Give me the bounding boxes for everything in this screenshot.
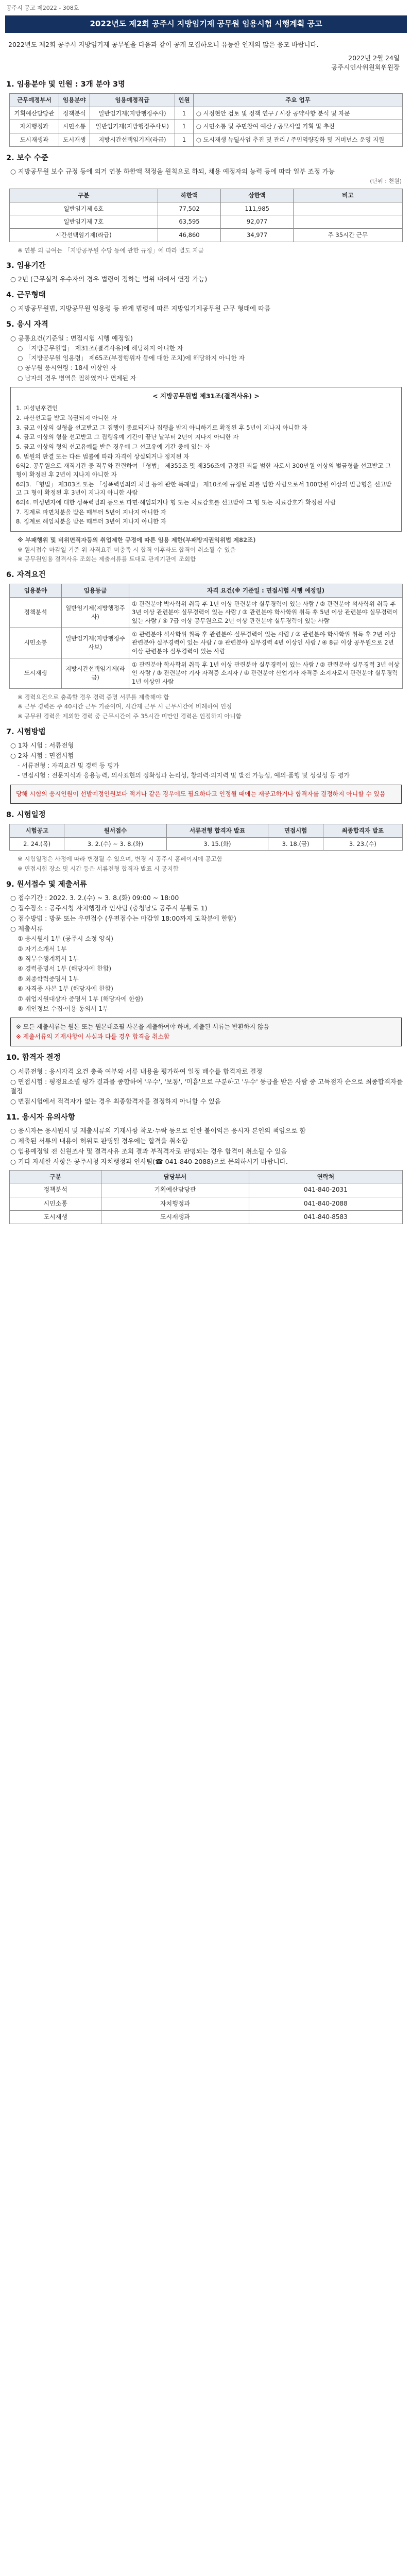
list-item: ○ 응시자는 응시원서 및 제출서류의 기재사항 착오·누락 등으로 인한 불이익은 응시자 본인의 책임으로 함 <box>10 1127 306 1135</box>
section-heading: 10. 합격자 결정 <box>6 1054 61 1062</box>
section-term <box>5 261 407 284</box>
table-header: 시험공고 <box>10 824 64 837</box>
table-header: 연락처 <box>249 1170 402 1183</box>
table-row <box>10 1197 403 1210</box>
qualification-table <box>9 584 403 689</box>
table-cell: ○ 시정현안 검토 및 정책 연구 / 시장 공약사항 분석 및 자문 <box>193 107 402 120</box>
list-item: - 면접시험 : 전문지식과 응용능력, 의사표현의 정확성과 논리성, 창의력·의지력 및 발전 가능성, 예의·품행 및 성실성 등 평가 <box>18 772 350 779</box>
table-cell: 77,502 <box>158 202 221 215</box>
table-header: 임용예정직급 <box>90 94 175 107</box>
list-item: 5. 금고 이상의 형의 선고유예를 받은 경우에 그 선고유예 기간 중에 있는 자 <box>16 443 210 450</box>
notice-text: ※ 모든 제출서류는 원본 또는 원본대조필 사본을 제출하여야 하며, 제출된 서류는 반환하지 않음 <box>16 1023 269 1031</box>
section-schedule <box>5 810 407 873</box>
table-cell: 041-840-2088 <box>249 1197 402 1210</box>
table-cell: ○ 시민소통 및 주민참여 예산 / 공모사업 기획 및 추진 <box>193 120 402 133</box>
announcement-number: 공주시 공고 제2022 - 308호 <box>6 5 79 11</box>
table-row <box>10 597 403 628</box>
announcement-date: 2022년 2월 24일 <box>348 54 400 62</box>
table-cell: 도시재생 <box>10 658 62 688</box>
list-item: ⑦ 취업지원대상자 증명서 1부 (해당자에 한함) <box>18 995 143 1003</box>
list-item: ○ 면접시험 : 평정요소별 평가 결과를 종합하여 '우수', '보통', '미흡'으로 구분하고 '우수' 등급을 받은 사람 중 고득점자 순으로 최종합격자를 결정 <box>10 1077 403 1095</box>
table-cell: 111,985 <box>221 202 293 215</box>
table-header: 서류전형 합격자 발표 <box>166 824 268 837</box>
warning-note: ※ 부패행위 및 비위면직자등의 취업제한 규정에 따른 임용 제한(부패방지권익위법 제82조) <box>18 536 256 544</box>
eligibility-list <box>5 334 407 383</box>
exam-highlight-box <box>10 785 402 804</box>
unit-label: (단위 : 천원) <box>370 177 402 184</box>
list-item: ○ 제출된 서류의 내용이 허위로 판명될 경우에는 합격을 취소함 <box>10 1137 188 1145</box>
list-item: 6의2. 공무원으로 재직기간 중 직무와 관련하여 「형법」 제355조 및 제356조에 규정된 죄를 범한 자로서 300만원 이상의 벌금형을 선고받고 그 형이 확정된 후 2년이 지나지 아니한 자 <box>16 462 391 479</box>
table-cell: 정책분석 <box>10 597 62 628</box>
positions-table <box>9 93 403 147</box>
highlight-text: 당해 시험의 응시인원이 선발예정인원보다 적거나 같은 경우에도 필요하다고 인정될 때에는 재공고하거나 합격자를 결정하지 아니할 수 있음 <box>16 790 386 798</box>
list-item: 1. 피성년후견인 <box>16 404 58 412</box>
table-cell: 일반임기제 7호 <box>10 215 158 229</box>
table-header: 상한액 <box>221 189 293 202</box>
exam-method-list <box>5 741 407 781</box>
table-cell: 기획예산담당관 <box>101 1183 249 1197</box>
work-type-text: ○ 지방공무원법, 지방공무원 임용령 등 관계 법령에 따른 지방임기제공무원 근무 형태에 따름 <box>10 304 271 313</box>
list-item: ○ 접수기간 : 2022. 3. 2.(수) ~ 3. 8.(화) 09:00 ~ 18:00 <box>10 893 179 902</box>
table-header: 최종합격자 발표 <box>323 824 402 837</box>
table-header: 구분 <box>10 1170 101 1183</box>
section-heading: 3. 임용기간 <box>6 262 46 270</box>
table-header: 담당부서 <box>101 1170 249 1183</box>
table-row <box>10 628 403 658</box>
table-cell: 주 35시간 근무 <box>293 228 402 242</box>
table-cell: 지방시간선택임기제(라급) <box>90 133 175 147</box>
page-title: 2022년도 제2회 공주시 지방임기제 공무원 임용시험 시행계획 공고 <box>5 15 407 33</box>
list-item: ⑤ 최종학력증명서 1부 <box>18 975 79 982</box>
term-text: ○ 2년 (근무실적 우수자의 경우 법령이 정하는 범위 내에서 연장 가능) <box>10 275 208 283</box>
list-item: ○ 「지방공무원 임용령」 제65조(부정행위자 등에 대한 조치)에 해당하지 아니한 자 <box>18 354 245 362</box>
box-title: < 지방공무원법 제31조(결격사유) > <box>152 392 260 400</box>
qualification-note: ※ 경력요건으로 충족할 경우 경력 증명 서류를 제출해야 함 <box>18 693 169 701</box>
table-header: 자격 요건(※ 기준일 : 면접시험 시행 예정일) <box>129 584 403 598</box>
signer: 공주시인사위원회위원장 <box>331 63 400 71</box>
table-cell: 일반임기제(지방행정주사) <box>62 597 129 628</box>
section-heading: 11. 응시자 유의사항 <box>6 1113 75 1122</box>
section-eligibility <box>5 319 407 564</box>
salary-desc: ○ 지방공무원 보수 규정 등에 의거 연봉 하한액 책정을 원칙으로 하되, 채용 예정자의 능력 등에 따라 일부 조정 가능 <box>10 167 335 175</box>
list-item: 6의3. 「형법」 제303조 또는 「성폭력범죄의 처벌 등에 관한 특례법」 제10조에 규정된 죄를 범한 사람으로서 100만원 이상의 벌금형을 선고받고 그 형이 확정된 후 3년이 지나지 아니한 사람 <box>16 480 392 497</box>
list-item: ○ 기타 자세한 사항은 공주시청 자치행정과 인사팀(☎ 041-840-2088)으로 문의하시기 바랍니다. <box>10 1158 288 1166</box>
table-cell: 자치행정과 <box>101 1197 249 1210</box>
table-header: 주요 업무 <box>193 94 402 107</box>
list-item: ○ 접수방법 : 방문 또는 우편접수 (우편접수는 마감일 18:00까지 도착분에 한함) <box>10 914 236 922</box>
table-cell: 도시재생 <box>10 1210 101 1224</box>
list-item: - 서류전형 : 자격요건 및 경력 등 평가 <box>18 762 119 770</box>
list-item: ④ 경력증명서 1부 (해당자에 한함) <box>18 965 112 973</box>
list-item: ⑧ 개인정보 수집·이용 동의서 1부 <box>18 1005 109 1012</box>
table-header: 임용분야 <box>10 584 62 598</box>
table-cell: 2. 24.(목) <box>10 837 64 851</box>
table-header: 근무예정부서 <box>10 94 59 107</box>
list-item: 8. 징계로 해임처분을 받은 때부터 3년이 지나지 아니한 자 <box>16 518 166 526</box>
table-cell: ① 관련분야 석사학위 취득 후 관련분야 실무경력이 있는 사람 / ② 관련분야 학사학위 취득 후 2년 이상 관련분야 실무경력이 있는 사람 / ③ 관련분야 실무경력 4년 이상인 사람 / ④ 8급 이상 공무원으로 2년 이상 관련분야 실무경력이 있는 사람 <box>129 628 403 658</box>
schedule-note: ※ 시험일정은 사정에 따라 변경될 수 있으며, 변경 시 공주시 홈페이지에 공고함 <box>18 855 222 863</box>
list-item: ○ 2차 시험 : 면접시험 <box>10 751 74 759</box>
section-positions <box>5 79 407 147</box>
table-row <box>10 133 403 147</box>
list-item: ○ 접수장소 : 공주시청 자치행정과 인사팀 (충청남도 공주시 봉황로 1) <box>10 904 208 912</box>
section-salary <box>5 153 407 255</box>
list-item: 2. 파산선고를 받고 복권되지 아니한 자 <box>16 414 117 421</box>
application-notice-box <box>10 1018 402 1046</box>
table-cell: 041-840-8583 <box>249 1210 402 1224</box>
table-header: 임용분야 <box>59 94 90 107</box>
table-header: 인원 <box>175 94 194 107</box>
list-item: 4. 금고 이상의 형을 선고받고 그 집행유예 기간이 끝난 날부터 2년이 지나지 아니한 자 <box>16 433 239 441</box>
warning-note: ※ 공무원임용 결격사유 조회는 제출서류를 토대로 관계기관에 조회함 <box>18 555 196 563</box>
list-item: ③ 직무수행계획서 1부 <box>18 955 79 962</box>
table-cell: 기획예산담당관 <box>10 107 59 120</box>
table-header: 하한액 <box>158 189 221 202</box>
section-notes <box>5 1112 407 1224</box>
schedule-note: ※ 면접시험 장소 및 시간 등은 서류전형 합격자 발표 시 공지함 <box>18 865 179 872</box>
table-cell: 시민소통 <box>59 120 90 133</box>
table-cell: 시민소통 <box>10 1197 101 1210</box>
table-cell: 46,860 <box>158 228 221 242</box>
table-cell: ① 관련분야 학사학위 취득 후 1년 이상 관련분야 실무경력이 있는 사람 / ② 관련분야 실무경력 3년 이상인 사람 / ③ 관련분야 기사 자격증 소지자 / ④ 관련분야 산업기사 자격증 소지자로서 관련분야 실무경력 1년 이상인 사람 <box>129 658 403 688</box>
application-list <box>5 893 407 1014</box>
section-heading: 7. 시험방법 <box>6 727 46 736</box>
table-cell: 시간선택임기제(라급) <box>10 228 158 242</box>
list-item: ○ 1차 시험 : 서류전형 <box>10 741 74 749</box>
warning-note: ※ 원서접수 마감일 기준 위 자격요건 미충족 시 합격 이후라도 합격이 취소될 수 있음 <box>18 546 236 553</box>
table-cell: ① 관련분야 박사학위 취득 후 1년 이상 관련분야 실무경력이 있는 사람 / ② 관련분야 석사학위 취득 후 3년 이상 관련분야 실무경력이 있는 사람 / ③ 관련분야 학사학위 취득 후 5년 이상 관련분야 실무경력이 있는 사람 / ④ 7급 이상 공무원으로 2년 이상 관련분야 실무경력이 있는 사람 <box>129 597 403 628</box>
table-cell: 041-840-2031 <box>249 1183 402 1197</box>
table-cell: 도시재생 <box>59 133 90 147</box>
list-item: ○ 임용예정일 전 신원조사 및 결격사유 조회 결과 부적격자로 판명되는 경우 합격이 취소될 수 있음 <box>10 1147 287 1156</box>
table-row <box>10 228 403 242</box>
section-heading: 9. 원서접수 및 제출서류 <box>6 880 87 889</box>
list-item: ⑥ 자격증 사본 1부 (해당자에 한함) <box>18 985 113 993</box>
table-cell: 1 <box>175 133 194 147</box>
list-item: 7. 징계로 파면처분을 받은 때부터 5년이 지나지 아니한 자 <box>16 508 166 516</box>
list-item: 6의4. 미성년자에 대한 성폭력범죄 등으로 파면·해임되거나 형 또는 치료감호를 선고받아 그 형 또는 치료감호가 확정된 사람 <box>16 499 336 506</box>
table-header: 구분 <box>10 189 158 202</box>
salary-footnote: ※ 연봉 외 급여는 「지방공무원 수당 등에 관한 규정」에 따라 별도 지급 <box>18 246 204 254</box>
pass-decision-list <box>5 1067 407 1107</box>
table-cell: 92,077 <box>221 215 293 229</box>
section-work-type <box>5 290 407 313</box>
section-qualification <box>5 570 407 721</box>
table-row <box>10 107 403 120</box>
section-heading: 6. 자격요건 <box>6 571 46 580</box>
table-cell <box>293 202 402 215</box>
table-header: 임용등급 <box>62 584 129 598</box>
table-cell: 지방시간선택임기제(라급) <box>62 658 129 688</box>
table-row <box>10 658 403 688</box>
list-item: ○ 「지방공무원법」 제31조(결격사유)에 해당하지 아니한 자 <box>18 344 183 352</box>
list-item: ○ 제출서류 <box>10 925 43 933</box>
table-cell: 정책분석 <box>59 107 90 120</box>
section-application <box>5 879 407 1047</box>
table-cell: 34,977 <box>221 228 293 242</box>
list-item: ② 자기소개서 1부 <box>18 945 67 953</box>
section-heading: 8. 시험일정 <box>6 810 46 819</box>
list-item: ○ 공무원 응시연령 : 18세 이상인 자 <box>18 364 116 372</box>
table-row <box>10 1183 403 1197</box>
contact-table <box>9 1170 403 1225</box>
schedule-table <box>9 824 403 851</box>
table-cell: 3. 15.(화) <box>166 837 268 851</box>
notice-text: ※ 제출서류의 기재사항이 사실과 다를 경우 합격을 취소함 <box>16 1033 170 1041</box>
table-cell <box>293 215 402 229</box>
table-cell: 3. 23.(수) <box>323 837 402 851</box>
section-heading: 2. 보수 수준 <box>6 154 48 162</box>
table-row <box>10 215 403 229</box>
table-cell: 정책분석 <box>10 1183 101 1197</box>
table-cell: 3. 18.(금) <box>268 837 323 851</box>
table-row <box>10 1210 403 1224</box>
list-item: 6. 법원의 판결 또는 다른 법률에 따라 자격이 상실되거나 정지된 자 <box>16 452 190 460</box>
table-row <box>10 120 403 133</box>
table-cell: 일반임기제 6호 <box>10 202 158 215</box>
section-heading: 1. 임용분야 및 인원 : 3개 분야 3명 <box>6 80 125 89</box>
notes-list <box>5 1126 407 1167</box>
table-cell: 63,595 <box>158 215 221 229</box>
table-cell: 일반임기제(지방행정주사보) <box>62 628 129 658</box>
table-cell: 일반임기제(지방행정주사보) <box>90 120 175 133</box>
section-pass-decision <box>5 1053 407 1106</box>
table-cell: 일반임기제(지방행정주사) <box>90 107 175 120</box>
section-heading: 4. 근무형태 <box>6 291 46 300</box>
table-cell: 시민소통 <box>10 628 62 658</box>
table-cell: 3. 2.(수) ~ 3. 8.(화) <box>64 837 166 851</box>
table-cell: 자치행정과 <box>10 120 59 133</box>
table-cell: ○ 도시재생 뉴딜사업 추진 및 관리 / 주민역량강화 및 거버넌스 운영 지원 <box>193 133 402 147</box>
section-heading: 5. 응시 자격 <box>6 320 48 329</box>
list-item: ○ 공통요건(기준일 : 면접시험 시행 예정일) <box>10 334 133 342</box>
table-cell: 1 <box>175 120 194 133</box>
qualification-note: ※ 근무 경력은 주 40시간 근무 기준이며, 시간제 근무 시 근무시간에 비례하여 인정 <box>18 703 232 710</box>
table-row <box>10 837 403 851</box>
list-item: ① 응시원서 1부 (공주시 소정 양식) <box>18 935 113 943</box>
salary-table <box>9 189 403 242</box>
table-header: 비고 <box>293 189 402 202</box>
table-cell: 도시재생과 <box>101 1210 249 1224</box>
list-item: ○ 남자의 경우 병역을 필하였거나 면제된 자 <box>18 374 136 382</box>
table-header: 원서접수 <box>64 824 166 837</box>
table-header: 면접시험 <box>268 824 323 837</box>
section-exam-method <box>5 727 407 804</box>
disqualification-box <box>10 387 402 532</box>
table-row <box>10 202 403 215</box>
table-cell: 도시재생과 <box>10 133 59 147</box>
list-item: ○ 면접시험에서 적격자가 없는 경우 최종합격자를 결정하지 아니할 수 있음 <box>10 1097 221 1105</box>
qualification-note: ※ 공무원 경력을 제외한 경력 중 근무시간이 주 35시간 미만인 경력은 인정하지 아니함 <box>18 713 242 720</box>
list-item: ○ 서류전형 : 응시자격 요건 충족 여부와 서류 내용을 평가하여 일정 배수를 합격자로 결정 <box>10 1067 263 1075</box>
list-item: 3. 금고 이상의 실형을 선고받고 그 집행이 종료되거나 집행을 받지 아니하기로 확정된 후 5년이 지나지 아니한 자 <box>16 423 307 431</box>
table-cell: 1 <box>175 107 194 120</box>
intro-text: 2022년도 제2회 공주시 지방임기제 공무원을 다음과 같이 공개 모집하오니 유능한 인재의 많은 응모 바랍니다. <box>8 40 319 48</box>
